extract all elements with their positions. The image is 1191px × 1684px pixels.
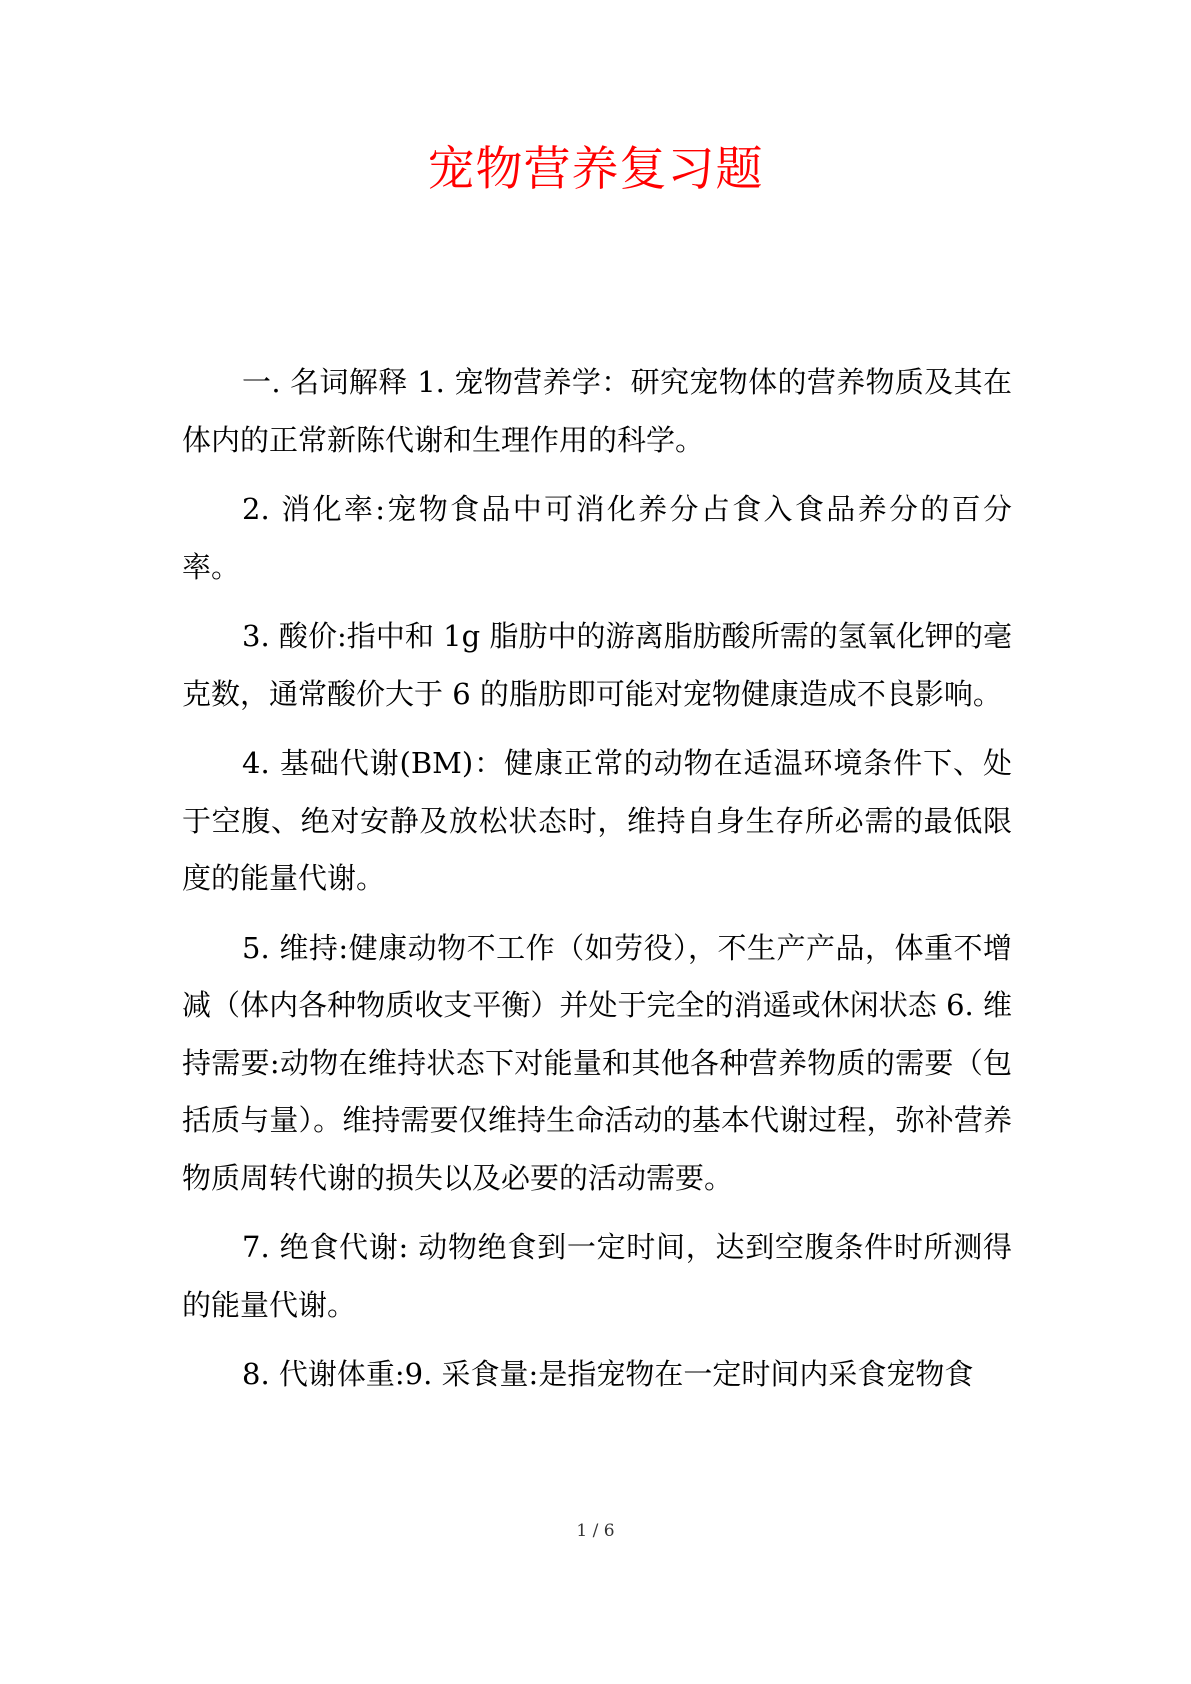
paragraph-1: 一. 名词解释 1. 宠物营养学：研究宠物体的营养物质及其在体内的正常新陈代谢和生理作用的科学。 — [182, 365, 1012, 457]
document-body — [182, 354, 1012, 1416]
paragraph-5: 5. 维持:健康动物不工作（如劳役），不生产产品，体重不增减（体内各种物质收支平衡）并处于完全的消遥或休闲状态 6. 维持需要:动物在维持状态下对能量和其他各种营养物质的需要（包括质与量）。维持需要仅维持生命活动的基本代谢过程，弥补营养物质周转代谢的损失以及必要的活动需要。 — [182, 930, 1012, 1195]
paragraph-6: 7. 绝食代谢: 动物绝食到一定时间，达到空腹条件时所测得的能量代谢。 — [182, 1230, 1012, 1322]
paragraph-3: 3. 酸价:指中和 1g 脂肪中的游离脂肪酸所需的氢氧化钾的毫克数，通常酸价大于 6 的脂肪即可能对宠物健康造成不良影响。 — [182, 619, 1012, 711]
paragraph-4: 4. 基础代谢(BM)：健康正常的动物在适温环境条件下、处于空腹、绝对安静及放松状态时，维持自身生存所必需的最低限度的能量代谢。 — [182, 746, 1012, 895]
paragraph-7: 8. 代谢体重:9. 采食量:是指宠物在一定时间内采食宠物食 — [242, 1357, 974, 1391]
page-indicator: 1 / 6 — [576, 1521, 615, 1541]
paragraph-2: 2. 消化率:宠物食品中可消化养分占食入食品养分的百分率。 — [182, 492, 1012, 584]
document-title: 宠物营养复习题 — [427, 142, 764, 197]
